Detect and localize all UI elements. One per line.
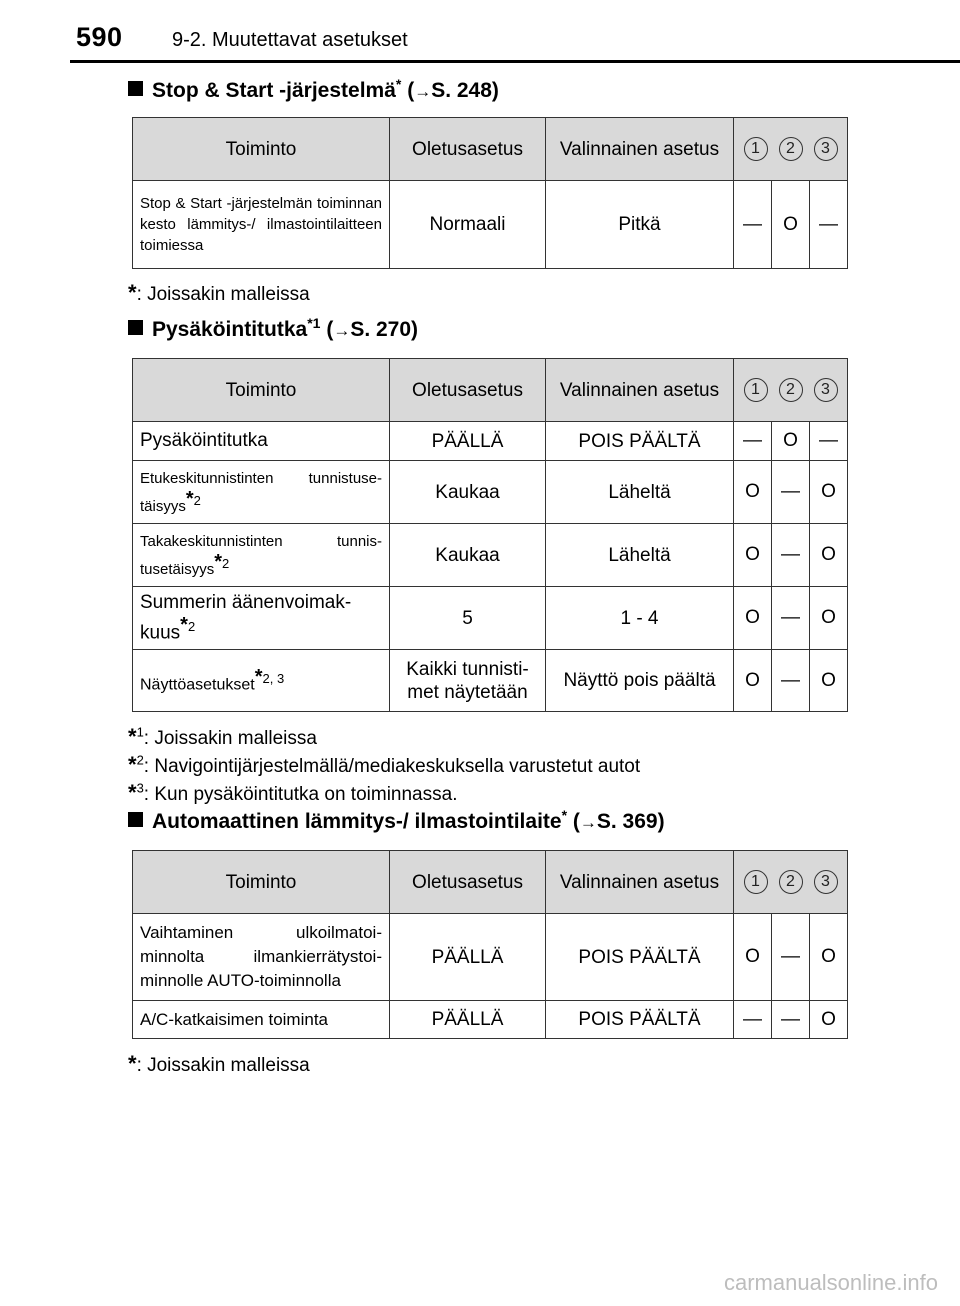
circled-2-icon: 2	[779, 378, 803, 402]
mark-cell-2: O	[772, 181, 810, 269]
arrow-right-icon: →	[414, 82, 432, 101]
section-title-parking-sensor: Pysäköintitutka$^{*1}$ (→S. 270)	[128, 315, 418, 342]
mark-cell-3: O	[810, 650, 848, 712]
table-row	[133, 461, 848, 524]
mark-cell-1: O	[734, 650, 772, 712]
column-header-function: Toiminto	[133, 359, 390, 422]
square-bullet-icon	[128, 812, 143, 827]
mark-cell-3: O	[810, 914, 848, 1001]
arrow-right-icon: →	[579, 813, 597, 832]
page-number: 590	[76, 22, 123, 52]
footnote-climate-control: *: Joissakin malleissa	[128, 1051, 310, 1076]
function-cell: Pysäköintitutka	[133, 422, 390, 461]
optional-cell: Läheltä	[546, 461, 734, 524]
table-header-row	[133, 359, 848, 422]
mark-cell-2: —	[772, 587, 810, 650]
mark-cell-2: O	[772, 422, 810, 461]
function-cell: Takakeskitunnistinten tunnis- tusetäisyys$^{*2}$	[133, 524, 390, 587]
chapter-title: 9-2. Muutettavat asetukset	[172, 29, 408, 51]
footnote-3: *$^3$: Kun pysäköintitutka on toiminnassa.	[128, 780, 458, 805]
header-rule	[70, 60, 960, 63]
table-row	[133, 587, 848, 650]
mark-cell-1: O	[734, 914, 772, 1001]
mark-cell-2: —	[772, 650, 810, 712]
table-row	[133, 181, 848, 269]
circled-1-icon: 1	[744, 137, 768, 161]
default-cell: 5	[390, 587, 546, 650]
column-header-function: Toiminto	[133, 118, 390, 181]
column-header-optional: Valinnainen asetus	[546, 118, 734, 181]
table-header-row	[133, 118, 848, 181]
mark-cell-1: O	[734, 587, 772, 650]
default-cell: Kaikki tunnisti- met näytetään	[390, 650, 546, 712]
settings-table-stop-start	[132, 117, 848, 269]
square-bullet-icon	[128, 81, 143, 96]
page-header	[0, 0, 960, 64]
function-cell: Vaihtaminen ulkoilmatoi- minnolta ilmankierrätystoi- minnolle AUTO-toiminnolla	[133, 914, 390, 1001]
function-cell: Etukeskitunnistinten tunnistuse- täisyys$^{*2}$	[133, 461, 390, 524]
function-cell: Näyttöasetukset$^{*2, 3}$	[133, 650, 390, 712]
square-bullet-icon	[128, 320, 143, 335]
mark-cell-3: O	[810, 587, 848, 650]
mark-cell-2: —	[772, 914, 810, 1001]
table-row	[133, 1001, 848, 1039]
mark-cell-1: —	[734, 181, 772, 269]
table-row	[133, 524, 848, 587]
column-header-default: Oletusasetus	[390, 851, 546, 914]
page-reference-link[interactable]: S. 270)	[350, 318, 419, 341]
default-cell: PÄÄLLÄ	[390, 914, 546, 1001]
mark-cell-3: —	[810, 422, 848, 461]
mark-cell-3: O	[810, 524, 848, 587]
footnote-1: *$^1$: Joissakin malleissa	[128, 724, 317, 749]
mark-cell-3: —	[810, 181, 848, 269]
column-header-default: Oletusasetus	[390, 359, 546, 422]
optional-cell: POIS PÄÄLTÄ	[546, 1001, 734, 1039]
circled-3-icon: 3	[814, 870, 838, 894]
function-cell: Stop & Start -järjestelmän toiminnan kesto lämmitys-/ ilmastointilaitteen toimiessa	[133, 181, 390, 269]
mark-cell-1: O	[734, 524, 772, 587]
page-reference-link[interactable]: S. 369)	[596, 810, 665, 833]
optional-cell: 1 - 4	[546, 587, 734, 650]
column-header-circles	[734, 118, 848, 181]
circled-1-icon: 1	[744, 870, 768, 894]
default-cell: PÄÄLLÄ	[390, 1001, 546, 1039]
mark-cell-3: O	[810, 1001, 848, 1039]
mark-cell-2: —	[772, 524, 810, 587]
table-header-row	[133, 851, 848, 914]
settings-table-climate-control	[132, 850, 848, 1039]
footnote-stop-start: *: Joissakin malleissa	[128, 280, 310, 305]
default-cell: PÄÄLLÄ	[390, 422, 546, 461]
optional-cell: POIS PÄÄLTÄ	[546, 914, 734, 1001]
function-cell: Summerin äänenvoimak- kuus$^{*2}$	[133, 587, 390, 650]
column-header-function: Toiminto	[133, 851, 390, 914]
circled-2-icon: 2	[779, 137, 803, 161]
mark-cell-1: —	[734, 1001, 772, 1039]
function-cell: A/C-katkaisimen toiminta	[133, 1001, 390, 1039]
circled-3-icon: 3	[814, 137, 838, 161]
settings-table-parking-sensor	[132, 358, 848, 712]
optional-cell: POIS PÄÄLTÄ	[546, 422, 734, 461]
table-row	[133, 914, 848, 1001]
circled-1-icon: 1	[744, 378, 768, 402]
table-row	[133, 650, 848, 712]
circled-3-icon: 3	[814, 378, 838, 402]
section-title-climate-control: Automaattinen lämmitys-/ ilmastointilaite* (→S. 369)	[128, 807, 665, 834]
default-cell: Kaukaa	[390, 461, 546, 524]
section-title-stop-start: Stop & Start -järjestelmä* (→S. 248)	[128, 76, 499, 103]
default-cell: Normaali	[390, 181, 546, 269]
mark-cell-2: —	[772, 1001, 810, 1039]
circled-2-icon: 2	[779, 870, 803, 894]
optional-cell: Näyttö pois päältä	[546, 650, 734, 712]
mark-cell-3: O	[810, 461, 848, 524]
default-cell: Kaukaa	[390, 524, 546, 587]
mark-cell-2: —	[772, 461, 810, 524]
footnote-2: *$^2$: Navigointijärjestelmällä/mediakeskuksella varustetut autot	[128, 752, 641, 777]
arrow-right-icon: →	[333, 321, 351, 340]
column-header-circles	[734, 851, 848, 914]
optional-cell: Pitkä	[546, 181, 734, 269]
watermark: carmanualsonline.info	[723, 1270, 938, 1295]
mark-cell-1: O	[734, 461, 772, 524]
column-header-optional: Valinnainen asetus	[546, 359, 734, 422]
optional-cell: Läheltä	[546, 524, 734, 587]
page-reference-link[interactable]: S. 248)	[431, 79, 499, 102]
table-row	[133, 422, 848, 461]
column-header-circles	[734, 359, 848, 422]
mark-cell-1: —	[734, 422, 772, 461]
column-header-default: Oletusasetus	[390, 118, 546, 181]
column-header-optional: Valinnainen asetus	[546, 851, 734, 914]
